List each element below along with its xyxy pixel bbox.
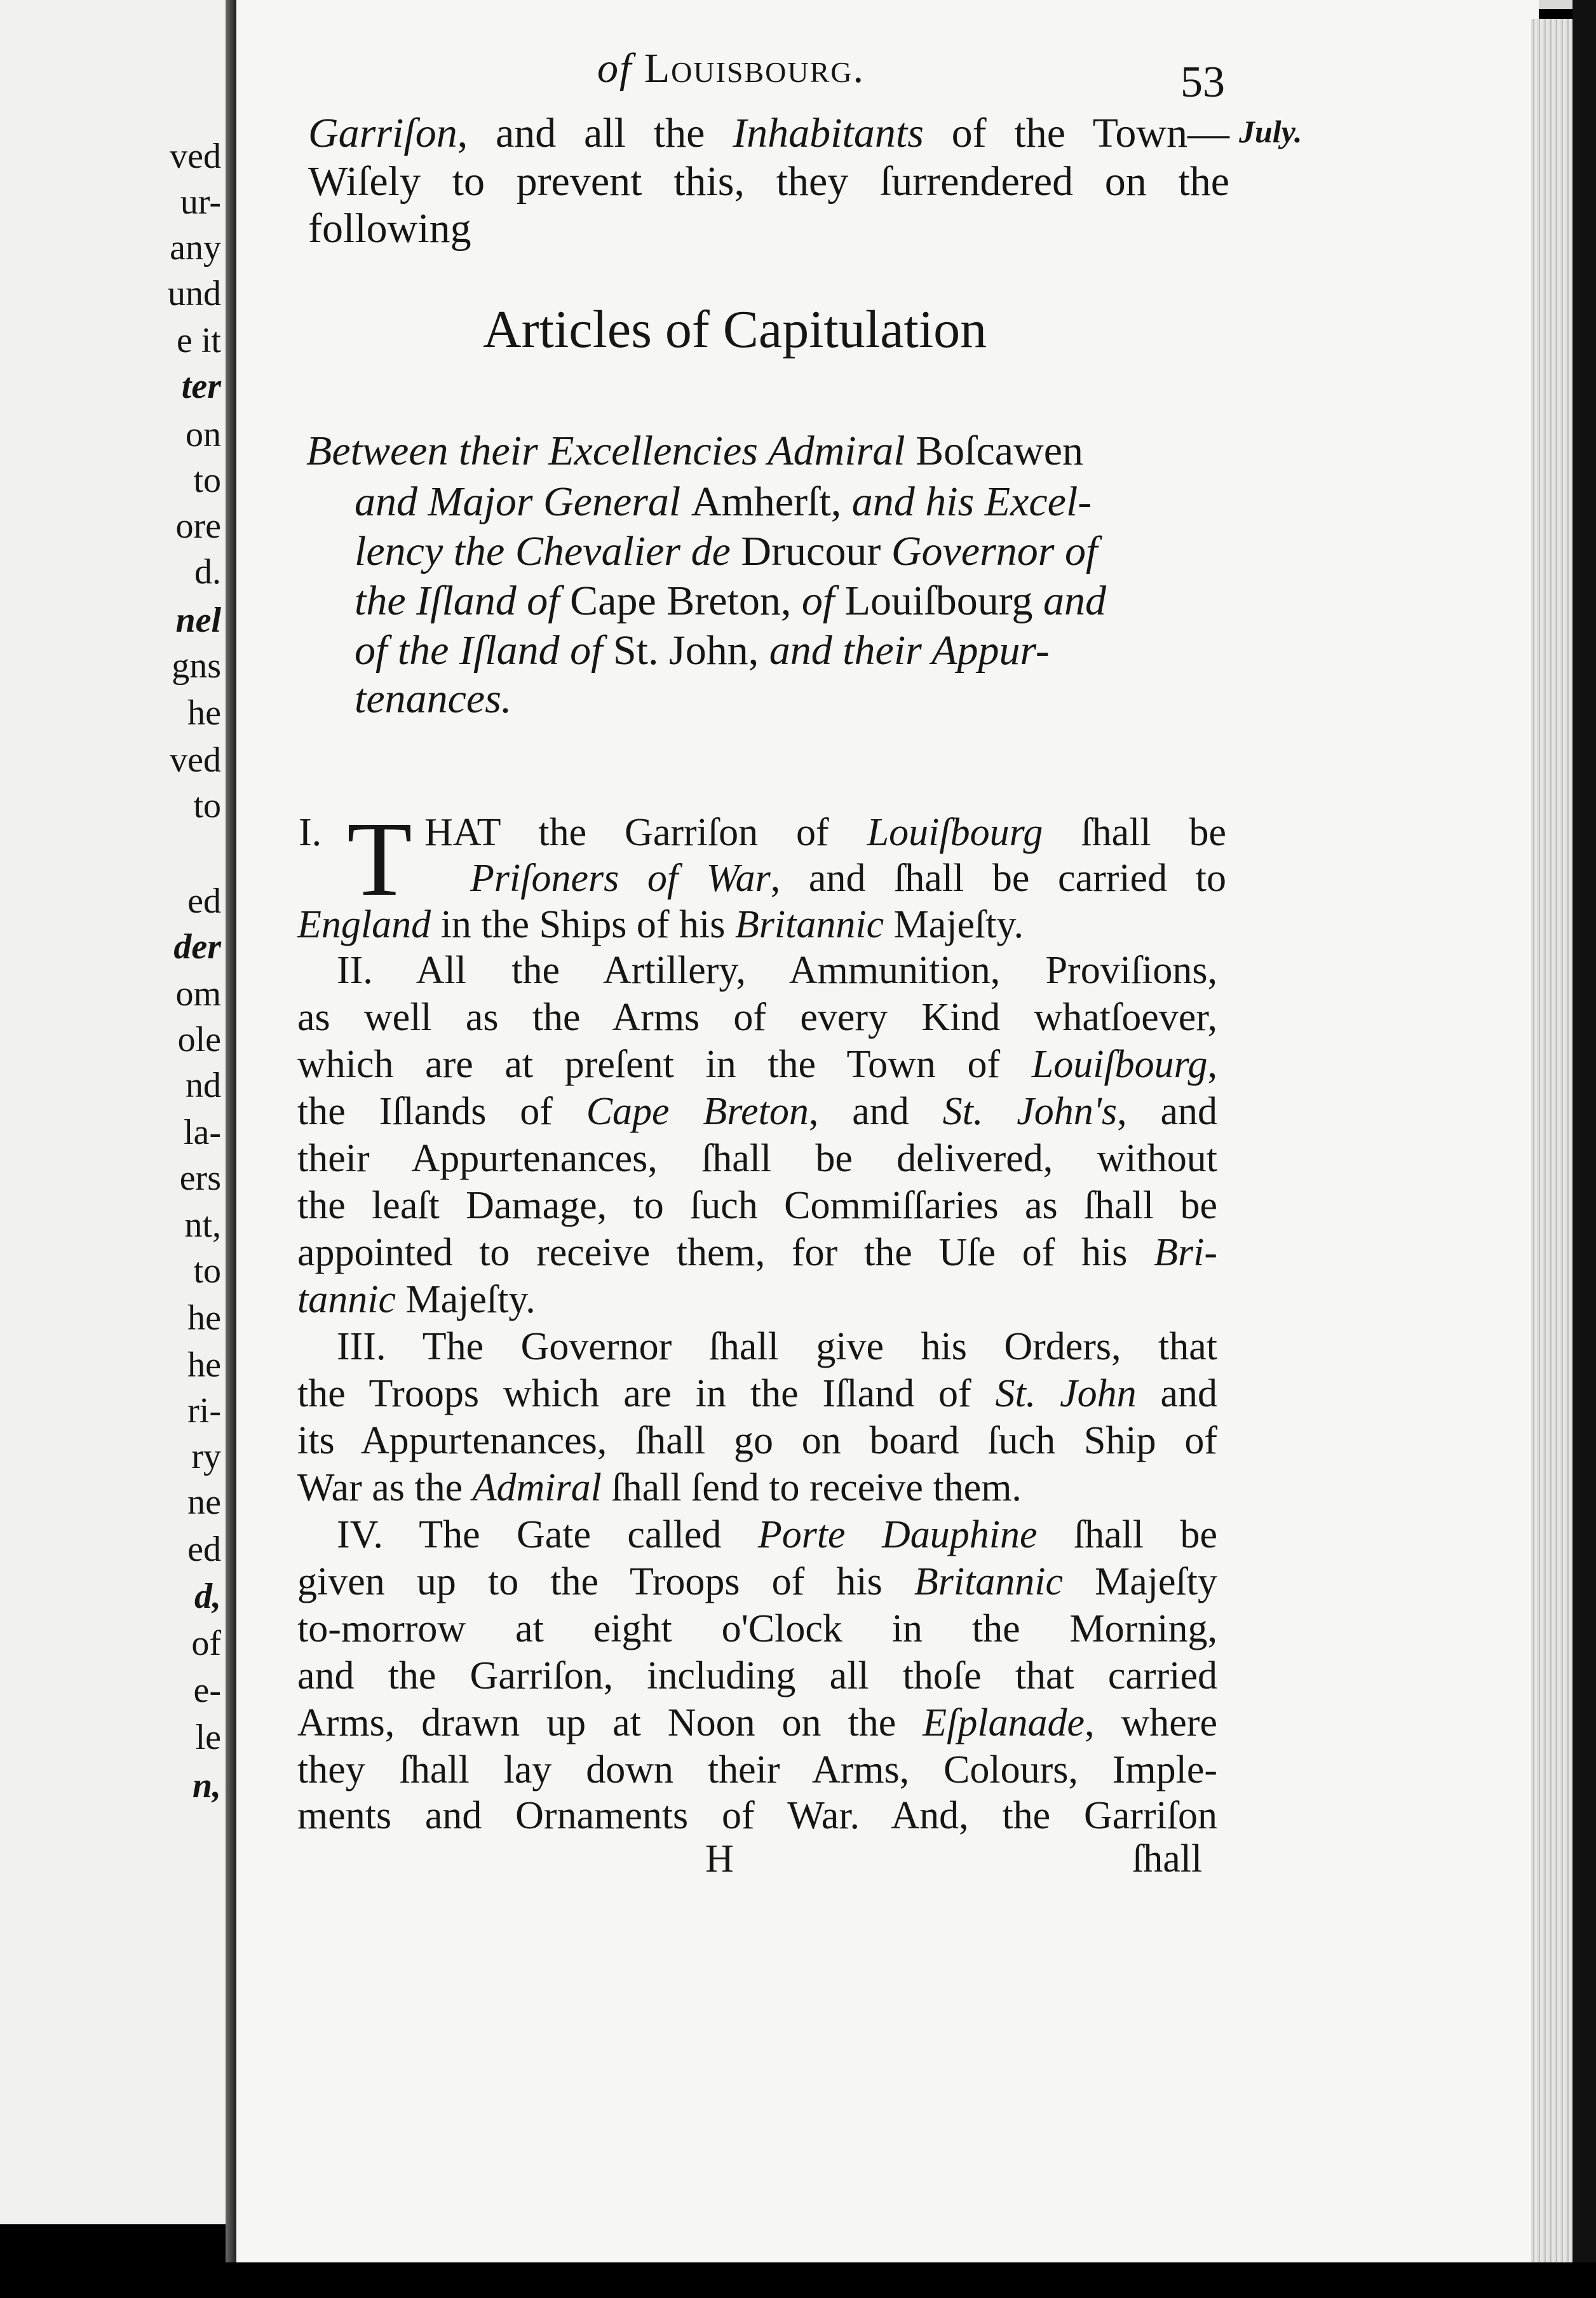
left-page-fragment: ved [170, 740, 221, 780]
article-line: England in the Ships of his Britannic Majeſty. [297, 903, 1024, 946]
subtitle-line: lency the Chevalier de Drucour Governor of [355, 528, 1098, 574]
article-line: the Troops which are in the Iſland of St. John and [297, 1372, 1217, 1415]
article-line: War as the Admiral ſhall ſend to receive them. [297, 1466, 1022, 1509]
article-line: and the Garriſon, including all thoſe that carried [297, 1654, 1217, 1697]
left-page-fragment: ur- [180, 182, 221, 222]
article-line: the Iſlands of Cape Breton, and St. John's, and [297, 1090, 1217, 1133]
left-page-fragment: he [187, 693, 221, 733]
left-page-fragment: gns [172, 646, 221, 686]
left-page-fragment: e- [193, 1671, 221, 1710]
left-page-fragment: d, [194, 1577, 221, 1616]
subtitle-line: and Major General Amherſt, and his Excel- [355, 479, 1092, 525]
left-page-fragment: ed [187, 1530, 221, 1569]
left-page-fragment: ved [170, 137, 221, 176]
section-heading: Articles of Capitulation [483, 300, 987, 359]
left-page-fragment: ole [177, 1020, 221, 1059]
left-page-fragment: of [191, 1624, 221, 1663]
left-page-fragment: d. [194, 552, 221, 592]
article-line: their Appurtenances, ſhall be delivered, without [297, 1137, 1217, 1180]
left-page-fragment: any [170, 228, 221, 268]
subtitle-line: tenances. [355, 676, 512, 722]
left-page-fragment: e it [177, 321, 221, 360]
running-head-prefix: of [597, 45, 633, 92]
left-page-fragment: nel [175, 601, 221, 640]
left-page-fragment: le [195, 1718, 221, 1757]
left-page-fragment: der [173, 927, 221, 967]
article-line: appointed to receive them, for the Uſe of his Bri- [297, 1231, 1217, 1274]
article-line: II. All the Artillery, Ammunition, Proviſions, [337, 949, 1217, 992]
subtitle-line: the Iſland of Cape Breton, of Louiſbourg and [355, 578, 1106, 624]
left-page-fragment: to [193, 1251, 221, 1291]
running-head-title: Louisbourg. [644, 45, 865, 92]
left-page-fragment: ed [187, 881, 221, 921]
page-number: 53 [1180, 58, 1225, 107]
left-page-fragment: he [187, 1298, 221, 1338]
page-edges [1531, 19, 1576, 2269]
left-page [0, 0, 229, 2224]
article-line: ments and Ornaments of War. And, the Garriſon [297, 1794, 1217, 1837]
article-line: the leaſt Damage, to ſuch Commiſſaries as ſhall be [297, 1184, 1217, 1227]
running-head [597, 44, 978, 93]
left-page-fragment: ry [191, 1437, 221, 1476]
drop-cap: T [347, 800, 412, 918]
left-page-fragment: on [186, 415, 221, 454]
left-page-fragment: to [193, 461, 221, 500]
article-line: IV. The Gate called Porte Dauphine ſhall be [337, 1513, 1218, 1556]
article-line: they ſhall lay down their Arms, Colours, Imple- [297, 1748, 1217, 1791]
left-page-fragment: ne [187, 1483, 221, 1522]
article-line: Priſoners of War, and ſhall be carried to [470, 857, 1226, 900]
left-page-fragment: ore [175, 507, 221, 546]
article-line: Arms, drawn up at Noon on the Eſplanade, where [297, 1701, 1217, 1744]
left-page-fragment: om [175, 974, 221, 1014]
catchword: ſhall [1132, 1837, 1203, 1880]
article-line: III. The Governor ſhall give his Orders, that [337, 1325, 1217, 1368]
article-line: as well as the Arms of every Kind whatſoever, [297, 996, 1217, 1039]
article-line: HAT the Garriſon of Louiſbourg ſhall be [424, 811, 1227, 854]
left-page-fragment: n, [192, 1766, 221, 1805]
subtitle-line: Between their Excellencies Admiral Boſcawen [306, 428, 1084, 474]
signature-mark: H [705, 1837, 734, 1880]
left-page-fragment: ter [181, 367, 221, 406]
intro-line: Garriſon, and all the Inhabitants of the Town— [308, 110, 1229, 156]
article-numeral: I. [299, 811, 322, 854]
left-page-fragment: nd [186, 1066, 221, 1105]
subtitle-line: of the Iſland of St. John, and their Appur- [355, 627, 1050, 674]
intro-line: Wiſely to prevent this, they ſurrendered on the [308, 158, 1229, 205]
left-page-fragment: und [168, 274, 221, 313]
article-line: its Appurtenances, ſhall go on board ſuch Ship of [297, 1419, 1217, 1462]
left-page-fragment: ers [179, 1159, 221, 1198]
article-line: to-morrow at eight o'Clock in the Morning, [297, 1607, 1217, 1650]
article-line: which are at preſent in the Town of Louiſbourg, [297, 1043, 1217, 1086]
left-page-fragment: to [193, 786, 221, 826]
article-line: given up to the Troops of his Britannic Majeſty [297, 1560, 1217, 1603]
left-page-fragment: la- [183, 1113, 221, 1152]
article-line: tannic Majeſty. [297, 1278, 536, 1321]
book-edge-shadow [1572, 0, 1596, 2298]
scan-background [0, 2262, 1596, 2298]
left-page-fragment: he [187, 1345, 221, 1385]
margin-note: July. [1239, 114, 1302, 149]
left-page-fragment: nt, [184, 1206, 221, 1245]
intro-line: following [308, 205, 471, 252]
left-page-fragment: ri- [187, 1391, 221, 1431]
